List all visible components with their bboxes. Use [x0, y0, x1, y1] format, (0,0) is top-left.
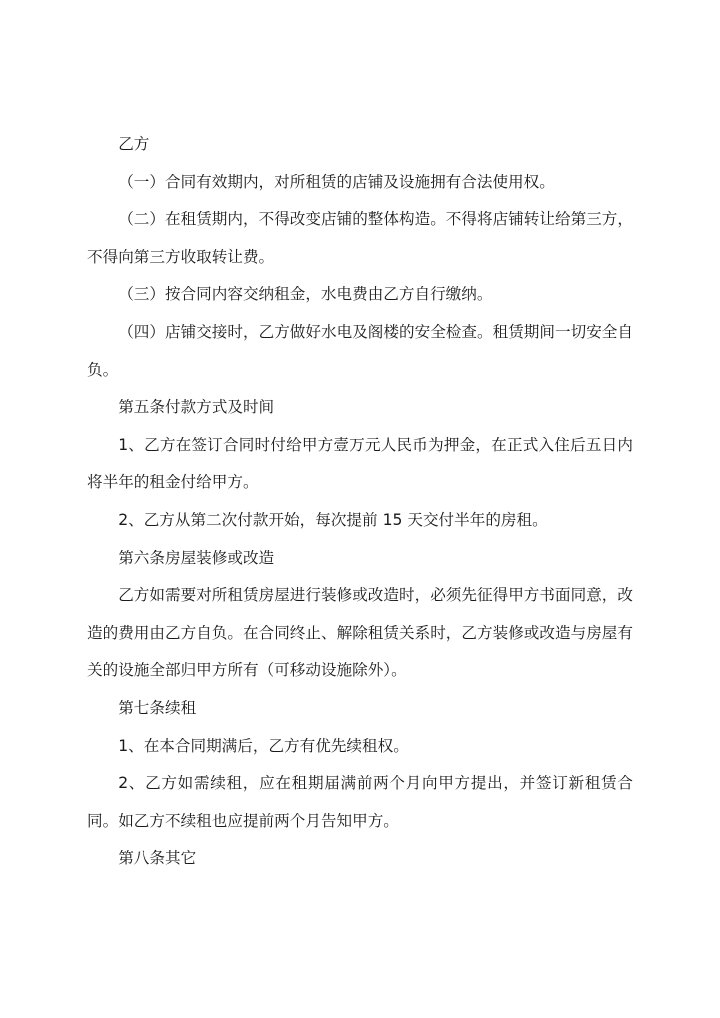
clause-paragraph: （一）合同有效期内，对所租赁的店铺及设施拥有合法使用权。 [118, 172, 555, 191]
clause-paragraph: （四）店铺交接时，乙方做好水电及阁楼的安全检查。租赁期间一切安全自负。 [87, 322, 633, 379]
article-8-heading: 第八条其它 [118, 849, 197, 868]
clause-paragraph: 1、在本合同期满后，乙方有优先续租权。 [118, 736, 409, 755]
clause-paragraph: （二）在租赁期内，不得改变店铺的整体构造。不得将店铺转让给第三方，不得向第三方收取转让费。 [87, 210, 633, 266]
clause-paragraph: 2、乙方如需续租，应在租期届满前两个月向甲方提出，并签订新租赁合同。如乙方不续租也应提前两个月告知甲方。 [87, 774, 633, 830]
article-5-heading: 第五条付款方式及时间 [118, 398, 275, 417]
clause-paragraph: （三）按合同内容交纳租金，水电费由乙方自行缴纳。 [118, 285, 493, 304]
clause-paragraph: 乙方如需要对所租赁房屋进行装修或改造时，必须先征得甲方书面同意，改造的费用由乙方自负。在合同终止、解除租赁关系时，乙方装修或改造与房屋有关的设施全部归甲方所有（可移动设施除外）。 [87, 586, 633, 680]
party-b-heading: 乙方 [118, 135, 150, 153]
document-body [87, 126, 633, 878]
article-7-heading: 第七条续租 [118, 698, 197, 717]
article-6-heading: 第六条房屋装修或改造 [118, 548, 275, 567]
clause-paragraph: 2、乙方从第二次付款开始，每次提前 15 天交付半年的房租。 [118, 510, 548, 529]
clause-paragraph: 1、乙方在签订合同时付给甲方壹万元人民币为押金，在正式入住后五日内将半年的租金付给甲方。 [87, 435, 633, 492]
